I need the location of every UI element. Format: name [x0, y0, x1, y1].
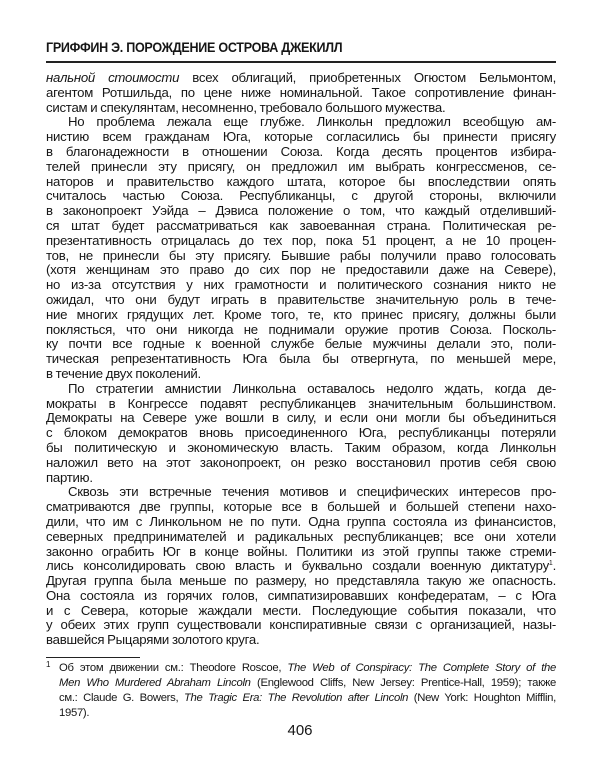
text-line: законно ограбить Юг в конце войны. Политики из этой группы также стреми-: [46, 543, 556, 559]
text-line: дили, что им с Линкольном не по пути. Одна группа состояла из финансистов,: [46, 513, 556, 529]
text-line: наторов и правительство каждого штата, которое бы впоследствии опять: [46, 173, 556, 189]
text-line: ние многих грядущих лет. Кроме того, те, кто принес присягу, должны были: [46, 306, 556, 322]
footnote-line: [59, 661, 556, 676]
text-line: тическая репрезентативность Юга была бы отвергнута, по меньшей мере,: [46, 351, 556, 367]
text-line: презентативность отрицалась до тех пор, пока 51 процент, а не 10 процен-: [46, 232, 556, 248]
text-line: По стратегии амнистии Линкольна оставалось недолго ждать, когда де-: [68, 380, 556, 396]
footnote-reference: 1: [548, 560, 553, 568]
italic-text: Men Who Murdered Abraham Lincoln: [59, 677, 251, 689]
text-run: (Englewood Cliffs, New Jersey: Prentice-Hall, 1959); также: [250, 677, 556, 689]
text-line: [46, 559, 556, 574]
text-line: считалось частью Союза. Республиканцы, с другой стороны, включили: [46, 188, 556, 204]
footnote-text: [59, 661, 556, 721]
text-line: [46, 71, 556, 86]
text-line: в течение двух поколений.: [46, 365, 201, 381]
footnote-line: [59, 676, 556, 691]
footnote: [46, 661, 556, 721]
text-line: систам и спекулянтам, несомненно, требовало большого мужества.: [46, 99, 446, 115]
text-run: .: [552, 558, 556, 574]
text-line: сматриваются две группы, которые все в большей и большей степени нахо-: [46, 499, 556, 515]
header-rule: [46, 61, 556, 63]
text-run: Об этом движении см.: Theodore Roscoe,: [59, 662, 288, 674]
text-line: (хотя женщинам это право до сих пор не предоставили даже на Севере),: [46, 262, 556, 278]
footnote-marker: 1: [46, 660, 51, 669]
text-line: в законопроект Уэйда – Дэвиса положение о том, что каждый отделивший-: [46, 203, 556, 219]
text-line: северных предпринимателей и радикальных республиканцев; все они хотели: [46, 528, 556, 544]
text-line: наложил вето на этот законопроект, он резко восстановил против себя свою: [46, 454, 556, 470]
text-line: бы политическую и экономическую власть. Таким образом, когда Линкольн: [46, 439, 556, 455]
body-text: [46, 71, 556, 648]
text-line: вавшейся Рыцарями золотого круга.: [46, 632, 260, 648]
footnote-line: [59, 691, 556, 706]
footnote-line: 1957).: [59, 707, 90, 719]
text-line: Другая группа была меньше по размеру, но представляла такую же опасность.: [46, 573, 556, 589]
text-line: Демократы на Севере уже вошли в силу, и если они могли бы объединиться: [46, 410, 556, 426]
text-line: Но проблема лежала еще глубже. Линкольн предложил всеобщую ам-: [68, 114, 556, 130]
text-line: у обеих этих групп существовали конспиративные связи с организацией, назы-: [46, 617, 556, 633]
text-run: (New York: Houghton Mifflin,: [408, 692, 556, 704]
text-line: и с Севера, которые жаждали мести. Последующие события показали, что: [46, 602, 556, 618]
text-line: ожидал, что они будут играть в правительстве значительную роль в тече-: [46, 291, 556, 307]
text-line: Сквозь эти встречные течения мотивов и специфических интересов про-: [68, 484, 556, 500]
text-line: ку почти все годные к военной службе белые мужчины делали это, поли-: [46, 336, 556, 352]
text-line: с блоком демократов вновь присоединенного Юга, республиканцы потеряли: [46, 425, 556, 441]
italic-text: The Web of Conspiracy: The Complete Story of the: [287, 662, 556, 674]
italic-text: The Tragic Era: The Revolution after Lincoln: [183, 692, 409, 704]
footnote-rule: [46, 657, 140, 658]
text-line: ся штат будет рассматриваться как завоеванная страна. Политическая ре-: [46, 217, 556, 233]
text-line: тов, не принесли бы эту присягу. Бывшие рабы получили право голосовать: [46, 247, 556, 263]
text-line: телей принесли эту присягу, он предложил им выбрать конгрессменов, се-: [46, 158, 556, 174]
text-line: но из-за отсутствия у них грамотности и политического сознания никто не: [46, 277, 556, 293]
italic-text: нальной стоимости: [46, 70, 180, 85]
text-line: мократы в Конгрессе подавят республиканцев значительным большинством.: [46, 395, 556, 411]
text-run: всех облигаций, приобретенных Огюстом Бельмонтом,: [179, 70, 556, 85]
text-run: лись консолидировать свою власть и буквально создали военную диктатуру: [46, 558, 549, 574]
text-line: поклясться, что они никогда не поднимали оружие против Союза. Посколь-: [46, 321, 556, 337]
text-run: см.: Claude G. Bowers,: [59, 692, 184, 704]
text-line: нистию всем гражданам Юга, которые согласились бы принести присягу: [46, 129, 556, 145]
text-line: партию.: [46, 469, 93, 485]
page-number: 406: [287, 722, 313, 739]
text-line: Она состояла из горячих голов, симпатизировавших конфедератам, – с Юга: [46, 587, 556, 603]
text-line: агентом Ротшильда, по цене ниже номинальной. Такое сопротивление финан-: [46, 84, 556, 100]
text-line: в благонадежности в отношении Союза. Когда десять процентов избира-: [46, 143, 556, 159]
running-header: ГРИФФИН Э. ПОРОЖДЕНИЕ ОСТРОВА ДЖЕКИЛЛ: [46, 40, 343, 55]
